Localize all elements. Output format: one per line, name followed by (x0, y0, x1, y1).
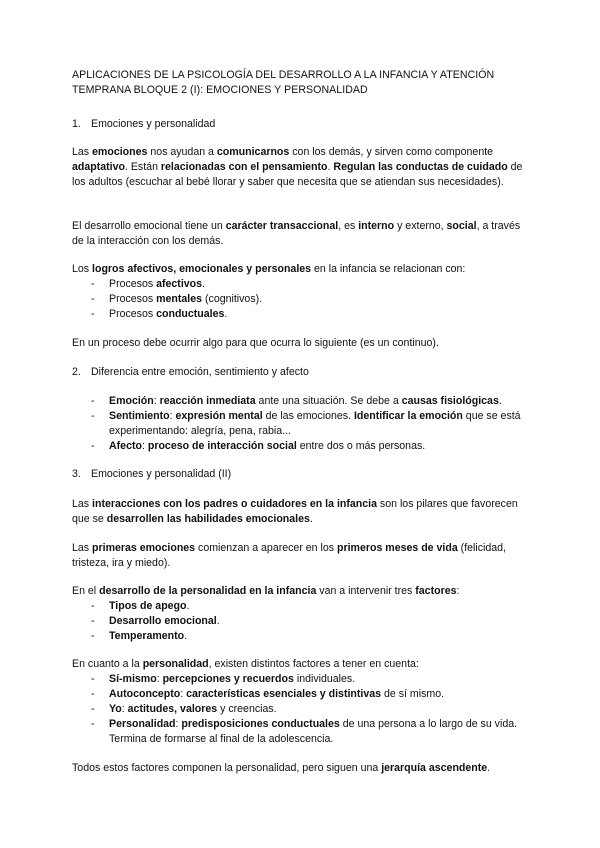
text-run: son los pilares que favorecen que se (72, 498, 518, 525)
list-item (72, 687, 532, 702)
text-run: de una persona a lo largo de su vida. Termina de formarse al final de la adolescencia. (109, 718, 518, 745)
dash-bullet: - (91, 703, 95, 715)
text-run: : (121, 703, 128, 715)
bold-text: Desarrollo emocional (109, 615, 217, 627)
text-run: . (202, 278, 205, 290)
dash-bullet: - (91, 278, 95, 290)
section-label: Emociones y personalidad (91, 118, 216, 130)
text-run: . (498, 395, 502, 407)
text-run: , es (338, 220, 359, 232)
bold-text: Autoconcepto (109, 688, 181, 700)
text-run: : (156, 673, 163, 685)
text-run: ante una situación. Se debe a (255, 395, 402, 407)
section-number: 2. (72, 366, 81, 378)
text-run: de las emociones. (262, 410, 354, 422)
text-run: Los (72, 263, 93, 275)
section-number: 1. (72, 118, 81, 130)
text-run: de los adultos (escuchar al bebé llorar y saber que necesita que se atiendan sus necesidades). (72, 161, 523, 188)
list-item (72, 292, 532, 307)
paragraph-logros (72, 262, 532, 277)
text-run: Las (72, 498, 93, 510)
dash-bullet: - (91, 440, 95, 452)
bold-text: conductuales (156, 308, 225, 320)
text-run: individuales. (293, 673, 356, 685)
dash-bullet: - (91, 293, 95, 305)
bold-text: predisposiciones conductuales (181, 718, 340, 730)
text-run: y externo, (394, 220, 447, 232)
bold-text: interacciones con los padres o cuidadores en la infancia (92, 498, 377, 510)
section-label: Emociones y personalidad (II) (91, 468, 232, 480)
list-item (72, 277, 532, 292)
bold-text: adaptativo (72, 161, 125, 173)
bold-text: expresión mental (175, 410, 263, 422)
bold-text: factores (415, 585, 457, 597)
bold-text: causas fisiológicas (401, 395, 499, 407)
section-label: Diferencia entre emoción, sentimiento y afecto (91, 366, 309, 378)
bold-text: proceso de interacción social (147, 440, 297, 452)
paragraph-continuo (72, 336, 532, 351)
text-run: . (224, 308, 228, 320)
text-run: , existen distintos factores a tener en cuenta: (208, 658, 419, 670)
bold-text: percepciones y recuerdos (162, 673, 294, 685)
text-run: comienzan a aparecer en los (195, 542, 337, 554)
list-item (72, 409, 532, 439)
bold-text: primeras emociones (92, 542, 196, 554)
list-factores (72, 599, 532, 644)
text-run: . (487, 762, 491, 774)
text-run: y creencias. (217, 703, 277, 715)
text-run: entre dos o más personas. (296, 440, 426, 452)
paragraph-primeras-emociones (72, 541, 532, 571)
bold-text: Identificar la emoción (353, 410, 463, 422)
bold-text: actitudes, valores (127, 703, 218, 715)
section-number: 3. (72, 468, 81, 480)
text-run: : (456, 585, 460, 597)
bold-text: Tipos de apego (109, 600, 187, 612)
paragraph-desarrollo-personalidad (72, 584, 532, 599)
text-run: (cognitivos). (202, 293, 263, 305)
text-run: Procesos (109, 308, 157, 320)
bold-text: Sí-mismo (109, 673, 157, 685)
bold-text: Personalidad (109, 718, 176, 730)
bold-text: personalidad (142, 658, 209, 670)
bold-text: afectivos (156, 278, 203, 290)
text-run: . (186, 600, 190, 612)
document-title: APLICACIONES DE LA PSICOLOGÍA DEL DESARROLLO A LA INFANCIA Y ATENCIÓN TEMPRANA BLOQUE 2 (I): EMOCIONES Y PERSONALIDAD (72, 69, 495, 96)
bold-text: jerarquía ascendente (381, 762, 488, 774)
text-run: . (184, 630, 188, 642)
bold-text: comunicarnos (216, 146, 290, 158)
dash-bullet: - (91, 395, 95, 407)
text-run: Procesos (109, 278, 157, 290)
bold-text: carácter transaccional (225, 220, 339, 232)
text-run: nos ayudan a (147, 146, 217, 158)
bold-text: desarrollo de la personalidad en la infancia (99, 585, 317, 597)
text-run: (felicidad, tristeza, ira y miedo). (72, 542, 507, 569)
bold-text: reacción inmediata (159, 395, 256, 407)
dash-bullet: - (91, 308, 95, 320)
dash-bullet: - (91, 673, 95, 685)
text-run: : (180, 688, 187, 700)
bold-text: interno (358, 220, 395, 232)
section-heading-1 (72, 117, 532, 132)
list-item (72, 672, 532, 687)
text-run: . (309, 513, 313, 525)
text-run: En un proceso debe ocurrir algo para que ocurra lo siguiente (es un continuo). (72, 337, 439, 349)
text-run: . (327, 161, 334, 173)
bold-text: Sentimiento (109, 410, 170, 422)
bold-text: Regulan las conductas de cuidado (333, 161, 508, 173)
text-run: van a intervenir tres (316, 585, 416, 597)
dash-bullet: - (91, 718, 95, 730)
text-run: En el (72, 585, 100, 597)
dash-bullet: - (91, 688, 95, 700)
text-run: . (216, 615, 220, 627)
list-procesos (72, 277, 532, 322)
list-item (72, 599, 532, 614)
dash-bullet: - (91, 410, 95, 422)
paragraph-desarrollo-emocional (72, 219, 532, 249)
dash-bullet: - (91, 600, 95, 612)
text-run: Las (72, 146, 93, 158)
bold-text: relacionadas con el pensamiento (160, 161, 328, 173)
bold-text: social (446, 220, 477, 232)
text-run: El desarrollo emocional tiene un (72, 220, 226, 232)
text-run: que se está experimentando: alegría, pena, rabia... (109, 410, 521, 437)
bold-text: logros afectivos, emocionales y personales (92, 263, 312, 275)
bold-text: mentales (156, 293, 203, 305)
text-run: Procesos (109, 293, 157, 305)
text-run: : (169, 410, 176, 422)
list-emocion-sentimiento-afecto (72, 394, 532, 454)
bold-text: primeros meses de vida (337, 542, 458, 554)
list-item (72, 614, 532, 629)
bold-text: Yo (109, 703, 122, 715)
section-heading-2 (72, 365, 532, 380)
section-heading-3 (72, 467, 532, 482)
text-run: : (141, 440, 148, 452)
dash-bullet: - (91, 615, 95, 627)
text-run: en la infancia se relacionan con: (311, 263, 466, 275)
list-item (72, 717, 532, 747)
text-run: . Están (124, 161, 161, 173)
paragraph-interacciones (72, 497, 532, 527)
text-run: Las (72, 542, 93, 554)
bold-text: emociones (92, 146, 148, 158)
list-item (72, 629, 532, 644)
dash-bullet: - (91, 630, 95, 642)
text-run: Todos estos factores componen la personalidad, pero siguen una (72, 762, 382, 774)
bold-text: Afecto (109, 440, 142, 452)
text-run: con los demás, y sirven como componente (289, 146, 494, 158)
text-run: , a través de la interacción con los demás. (72, 220, 521, 247)
text-run: de sí mismo. (381, 688, 445, 700)
list-factores-personalidad (72, 672, 532, 747)
text-run: : (175, 718, 182, 730)
bold-text: Temperamento (109, 630, 185, 642)
bold-text: características esenciales y distintivas (186, 688, 382, 700)
list-item (72, 394, 532, 409)
list-item (72, 307, 532, 322)
text-run: : (153, 395, 160, 407)
list-item (72, 702, 532, 717)
bold-text: Emoción (109, 395, 154, 407)
paragraph-emociones (72, 145, 532, 190)
paragraph-personalidad (72, 657, 532, 672)
text-run: En cuanto a la (72, 658, 143, 670)
bold-text: desarrollen las habilidades emocionales (106, 513, 310, 525)
paragraph-jerarquia (72, 761, 532, 776)
list-item (72, 439, 532, 454)
